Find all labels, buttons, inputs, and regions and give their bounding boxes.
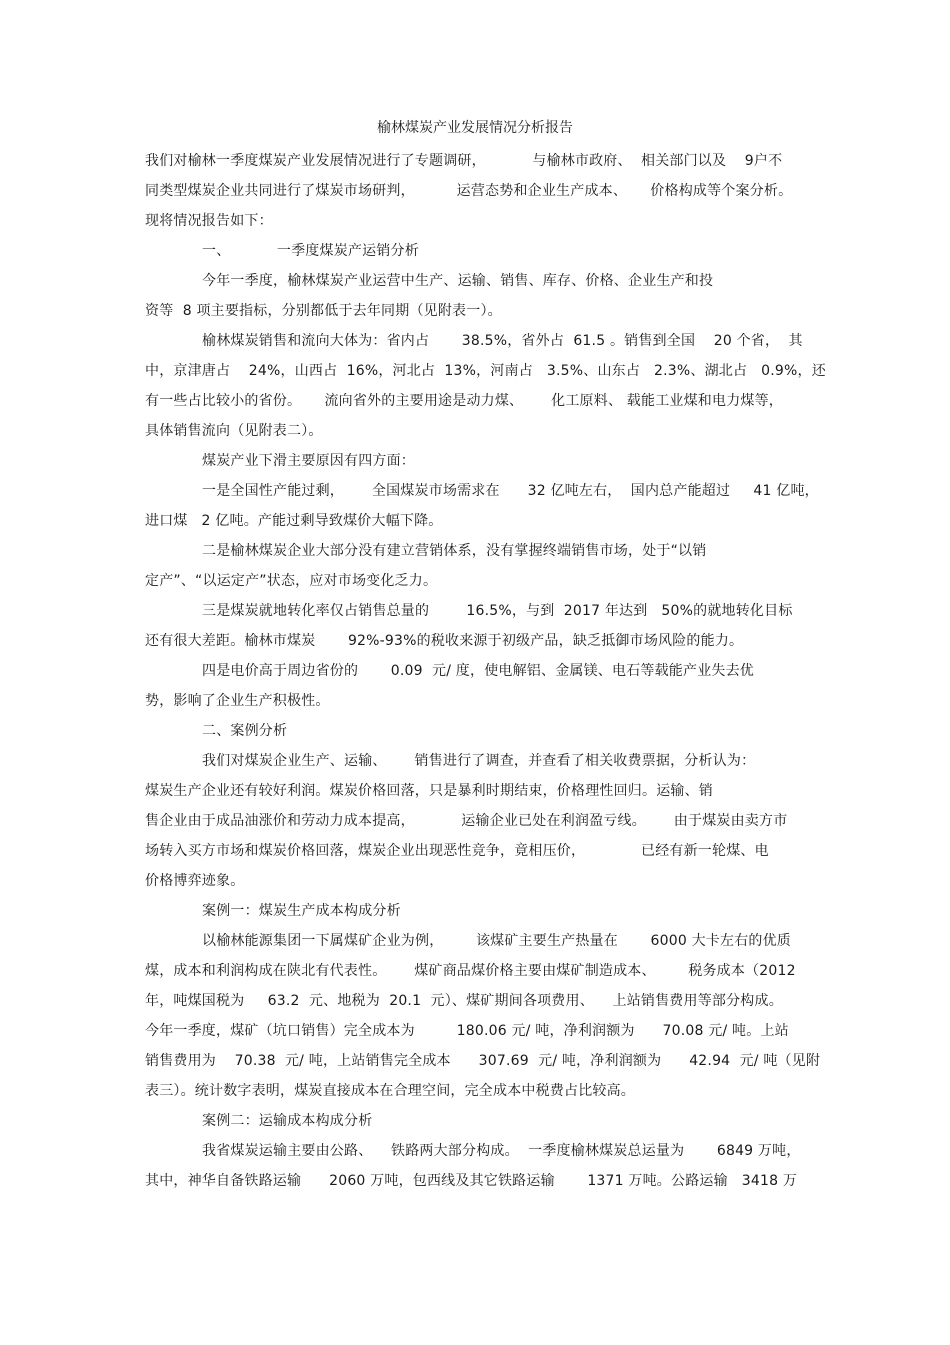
paragraph-line: 我们对榆林一季度煤炭产业发展情况进行了专题调研， 与榆林市政府、 相关部门以及 9户不 xyxy=(145,153,783,169)
paragraph-line: 我省煤炭运输主要由公路、 铁路两大部分构成。 一季度榆林煤炭总运量为 6849 万吨， xyxy=(202,1143,801,1159)
paragraph-line: 今年一季度，煤矿（坑口销售）完全成本为 180.06 元/ 吨，净利润额为 70.08 元/ 吨。上站 xyxy=(145,1023,789,1039)
paragraph-line: 其中，神华自备铁路运输 2060 万吨，包西线及其它铁路运输 1371 万吨。公路运输 3418 万 xyxy=(145,1173,798,1189)
paragraph-line: 三是煤炭就地转化率仅占销售总量的 16.5%，与到 2017 年达到 50%的就地转化目标 xyxy=(202,603,793,619)
section-heading: 一、 一季度煤炭产运销分析 xyxy=(202,243,419,259)
paragraph-line: 榆林煤炭销售和流向大体为：省内占 38.5%，省外占 61.5 。销售到全国 20 个省， 其 xyxy=(202,333,803,349)
subsection-heading: 案例一：煤炭生产成本构成分析 xyxy=(202,903,401,919)
paragraph-line: 具体销售流向（见附表二）。 xyxy=(145,423,323,439)
paragraph-line: 年，吨煤国税为 63.2 元、地税为 20.1 元）、煤矿期间各项费用、 上站销售费用等部分构成。 xyxy=(145,993,783,1009)
paragraph-line: 以榆林能源集团一下属煤矿企业为例， 该煤矿主要生产热量在 6000 大卡左右的优质 xyxy=(202,933,791,949)
paragraph-line: 表三）。统计数字表明，煤炭直接成本在合理空间，完全成本中税费占比较高。 xyxy=(145,1083,635,1099)
paragraph-line: 势，影响了企业生产积极性。 xyxy=(145,693,330,709)
paragraph-line: 还有很大差距。榆林市煤炭 92%-93%的税收来源于初级产品，缺乏抵御市场风险的能力。 xyxy=(145,633,744,649)
document-title: 榆林煤炭产业发展情况分析报告 xyxy=(377,120,573,136)
paragraph-line: 进口煤 2 亿吨。产能过剩导致煤价大幅下降。 xyxy=(145,513,443,529)
paragraph-line: 销售费用为 70.38 元/ 吨，上站销售完全成本 307.69 元/ 吨，净利润额为 42.94 元/ 吨（见附 xyxy=(145,1053,821,1069)
paragraph-line: 今年一季度，榆林煤炭产业运营中生产、运输、销售、库存、价格、企业生产和投 xyxy=(202,273,714,289)
paragraph-line: 中，京津唐占 24%，山西占 16%，河北占 13%，河南占 3.5%、山东占 2.3%、湖北占 0.9%，还 xyxy=(145,363,826,379)
paragraph-line: 同类型煤炭企业共同进行了煤炭市场研判， 运营态势和企业生产成本、 价格构成等个案分析。 xyxy=(145,183,793,199)
paragraph-line: 煤炭产业下滑主要原因有四方面： xyxy=(202,453,415,469)
paragraph-line: 定产”、“以运定产”状态，应对市场变化乏力。 xyxy=(145,573,438,589)
subsection-heading: 案例二：运输成本构成分析 xyxy=(202,1113,373,1129)
paragraph-line: 售企业由于成品油涨价和劳动力成本提高， 运输企业已处在利润盈亏线。 由于煤炭由卖方市 xyxy=(145,813,788,829)
section-heading: 二、案例分析 xyxy=(202,723,288,739)
paragraph-line: 我们对煤炭企业生产、运输、 销售进行了调查，并查看了相关收费票据，分析认为： xyxy=(202,753,756,769)
paragraph-line: 资等 8 项主要指标，分别都低于去年同期（见附表一）。 xyxy=(145,303,502,319)
paragraph-line: 现将情况报告如下： xyxy=(145,213,273,229)
paragraph-line: 价格博弈迹象。 xyxy=(145,873,245,889)
paragraph-line: 场转入买方市场和煤炭价格回落，煤炭企业出现恶性竞争，竟相压价， 已经有新一轮煤、电 xyxy=(145,843,769,859)
paragraph-line: 四是电价高于周边省份的 0.09 元/ 度，使电解铝、金属镁、电石等载能产业失去优 xyxy=(202,663,754,679)
paragraph-line: 一是全国性产能过剩， 全国煤炭市场需求在 32 亿吨左右， 国内总产能超过 41 亿吨， xyxy=(202,483,819,499)
paragraph-line: 煤，成本和利润构成在陕北有代表性。 煤矿商品煤价格主要由煤矿制造成本、 税务成本（2012 xyxy=(145,963,796,979)
paragraph-line: 煤炭生产企业还有较好利润。煤炭价格回落，只是暴利时期结束，价格理性回归。运输、销 xyxy=(145,783,713,799)
paragraph-line: 二是榆林煤炭企业大部分没有建立营销体系，没有掌握终端销售市场，处于“以销 xyxy=(202,543,707,559)
paragraph-line: 有一些占比较小的省份。 流向省外的主要用途是动力煤、 化工原料、 载能工业煤和电力煤等， xyxy=(145,393,783,409)
